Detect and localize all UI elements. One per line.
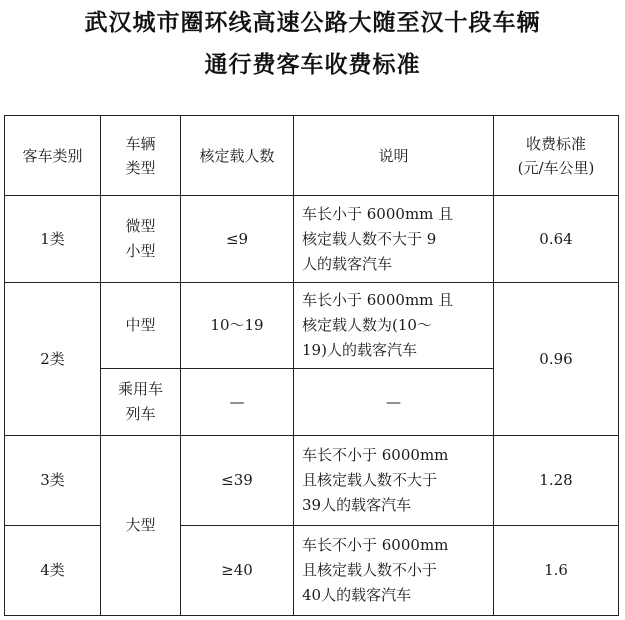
cell-class: 2类 — [5, 283, 101, 436]
cell-rate: 0.64 — [494, 196, 619, 283]
header-vehicle-type-line2: 类型 — [125, 158, 156, 177]
header-rate-line1: 收费标准 — [525, 134, 586, 153]
document-title-line2: 通行费客车收费标准 — [204, 52, 421, 78]
cell-seats: 10～19 — [181, 283, 294, 369]
table-row — [5, 283, 619, 369]
cell-seats: ≤9 — [181, 196, 294, 283]
desc-line1: 车长小于 6000mm 且 — [302, 204, 454, 223]
header-rate-line2: (元/车公里) — [517, 158, 595, 177]
cell-type-line1: 乘用车 — [117, 380, 163, 398]
cell-rate: 0.96 — [494, 283, 619, 436]
header-rate — [494, 116, 619, 196]
header-vehicle-type — [101, 116, 181, 196]
desc-line3: 39人的载客汽车 — [302, 496, 412, 514]
cell-seats: — — [181, 369, 294, 436]
cell-type — [101, 369, 181, 436]
cell-type-line2: 小型 — [125, 242, 156, 260]
header-vehicle-class: 客车类别 — [5, 116, 101, 196]
header-vehicle-type-line1: 车辆 — [125, 134, 156, 153]
cell-class: 1类 — [5, 196, 101, 283]
desc-line3: 40人的载客汽车 — [302, 586, 412, 604]
table-row — [5, 526, 619, 616]
cell-rate: 1.6 — [494, 526, 619, 616]
table-header-row — [5, 116, 619, 196]
document-title-line1: 武汉城市圈环线高速公路大随至汉十段车辆 — [84, 10, 541, 36]
desc-line2: 且核定载人数不大于 — [302, 471, 438, 489]
header-description: 说明 — [294, 116, 494, 196]
desc-line1: 车长不小于 6000mm — [302, 536, 449, 554]
cell-description — [294, 283, 494, 369]
cell-type-line2: 列车 — [125, 405, 156, 423]
desc-line2: 核定载人数为(10～ — [302, 316, 432, 334]
toll-rate-table — [4, 115, 619, 616]
desc-line1: 车长小于 6000mm 且 — [302, 291, 454, 309]
cell-seats: ≥40 — [181, 526, 294, 616]
cell-class: 4类 — [5, 526, 101, 616]
cell-description — [294, 196, 494, 283]
header-seats: 核定载人数 — [181, 116, 294, 196]
cell-seats: ≤39 — [181, 436, 294, 526]
cell-description — [294, 526, 494, 616]
table-row — [5, 196, 619, 283]
desc-line3: 人的载客汽车 — [302, 254, 393, 273]
cell-type: 大型 — [101, 436, 181, 616]
cell-description — [294, 436, 494, 526]
cell-rate: 1.28 — [494, 436, 619, 526]
desc-line1: 车长不小于 6000mm — [302, 446, 449, 464]
desc-line2: 且核定载人数不小于 — [302, 561, 438, 579]
cell-class: 3类 — [5, 436, 101, 526]
cell-description: — — [294, 369, 494, 436]
cell-type-line1: 微型 — [125, 217, 156, 235]
cell-type — [101, 196, 181, 283]
desc-line2: 核定载人数不大于 9 — [302, 229, 437, 248]
desc-line3: 19)人的载客汽车 — [302, 341, 417, 359]
cell-type: 中型 — [101, 283, 181, 369]
table-row — [5, 436, 619, 526]
